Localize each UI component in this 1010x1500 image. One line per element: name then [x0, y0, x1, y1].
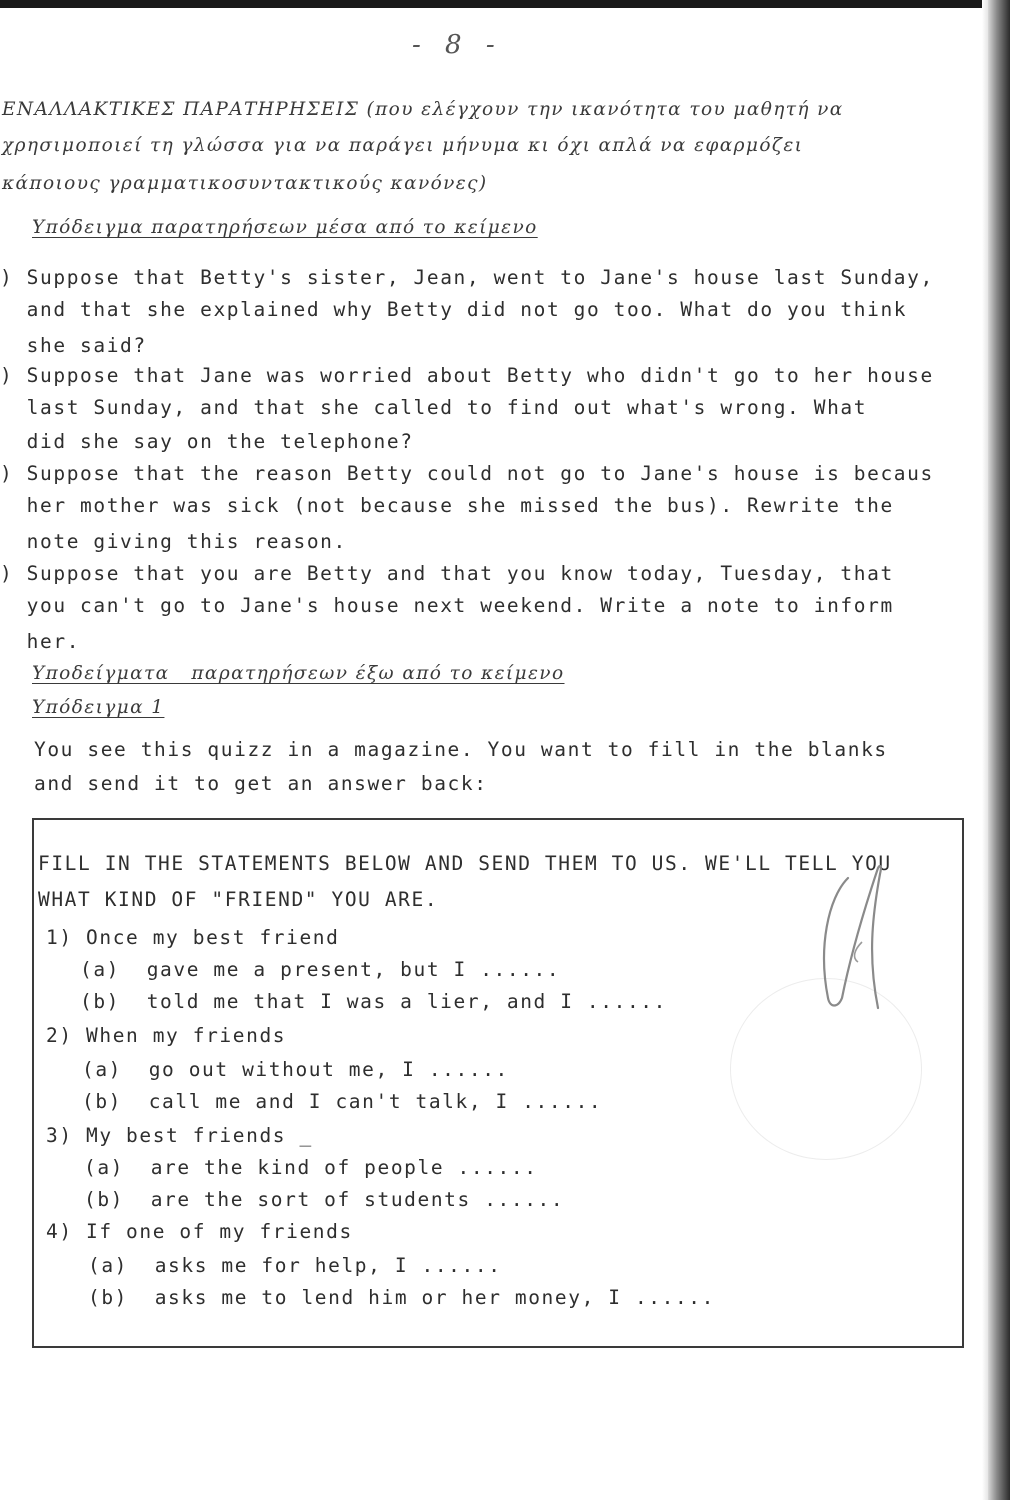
item-line: last Sunday, and that she called to find out what's wrong. What — [0, 396, 868, 419]
item-line: ) Suppose that Jane was worried about Betty who didn't go to her house — [0, 364, 934, 387]
item-line: ) Suppose that you are Betty and that you know today, Tuesday, that — [0, 562, 894, 585]
item-line: did she say on the telephone? — [0, 430, 414, 453]
heading-line: ΕΝΑΛΛΑΚΤΙΚΕΣ ΠΑΡΑΤΗΡΗΣΕΙΣ (που ελέγχουν την ικανότητα του μαθητή να — [2, 99, 844, 120]
item-line: her mother was sick (not because she missed the bus). Rewrite the — [0, 494, 894, 517]
intro-line: You see this quizz in a magazine. You want to fill in the blanks — [34, 738, 888, 761]
quiz-question-stem: 4) If one of my friends — [46, 1220, 353, 1243]
item-line: and that she explained why Betty did not go too. What do you think — [0, 298, 908, 321]
page-binding-edge — [988, 0, 1010, 1500]
item-line: ) Suppose that Betty's sister, Jean, went to Jane's house last Sunday, — [0, 266, 934, 289]
item-line: note giving this reason. — [0, 530, 347, 553]
quiz-option: (b) are the sort of students ...... — [84, 1188, 565, 1211]
section-title-inside: Υπόδειγμα παρατηρήσεων μέσα από το κείμενο — [32, 217, 538, 238]
item-line: ) Suppose that the reason Betty could not go to Jane's house is becaus — [0, 462, 934, 485]
heading-line: κάποιους γραμματικοσυντακτικούς κανόνες) — [2, 173, 488, 194]
quiz-header-line: FILL IN THE STATEMENTS BELOW AND SEND THEM TO US. WE'LL TELL YOU — [38, 852, 892, 875]
quiz-option: (a) gave me a present, but I ...... — [80, 958, 561, 981]
item-line: she said? — [0, 334, 147, 357]
section-title-outside: Υποδείγματα παρατηρήσεων έξω από το κείμενο — [32, 663, 565, 684]
item-line: you can't go to Jane's house next weekend. Write a note to inform — [0, 594, 894, 617]
handwritten-mark — [808, 858, 898, 1018]
quiz-option: (b) call me and I can't talk, I ...... — [82, 1090, 603, 1113]
quiz-option: (a) are the kind of people ...... — [84, 1156, 538, 1179]
intro-line: and send it to get an answer back: — [34, 772, 488, 795]
page-number: - 8 - — [412, 30, 503, 60]
quiz-option: (a) go out without me, I ...... — [82, 1058, 509, 1081]
quiz-option: (a) asks me for help, I ...... — [88, 1254, 502, 1277]
quiz-option: (b) asks me to lend him or her money, I ...... — [88, 1286, 715, 1309]
quiz-question-stem: 1) Once my best friend — [46, 926, 340, 949]
section-subtitle: Υπόδειγμα 1 — [32, 697, 165, 718]
item-line: her. — [0, 630, 81, 653]
quiz-question-stem: 3) My best friends _ — [46, 1124, 313, 1147]
quiz-question-stem: 2) When my friends — [46, 1024, 287, 1047]
page-top-edge — [0, 0, 1010, 8]
quiz-option: (b) told me that I was a lier, and I ...... — [80, 990, 667, 1013]
heading-line: χρησιμοποιεί τη γλώσσα για να παράγει μήνυμα κι όχι απλά να εφαρμόζει — [2, 135, 804, 156]
quiz-header-line: WHAT KIND OF "FRIEND" YOU ARE. — [38, 888, 439, 911]
